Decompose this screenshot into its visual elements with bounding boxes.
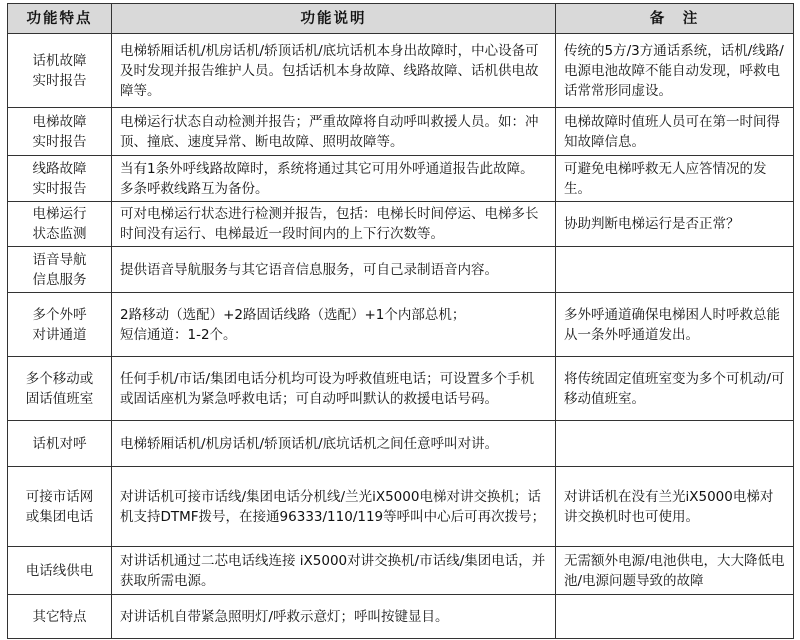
- note-cell: 对讲话机在没有兰光iX5000电梯对讲交换机时也可使用。: [556, 467, 794, 547]
- note-cell: 电梯故障时值班人员可在第一时间得知故障信息。: [556, 108, 794, 156]
- description-cell: 对讲话机通过二芯电话线连接 iX5000对讲交换机/市话线/集团电话，并获取所需电源。: [112, 547, 556, 595]
- description-cell: 可对电梯运行状态进行检测并报告，包括：电梯长时间停运、电梯多长时间没有运行、电梯最近一段时间内的上下行次数等。: [112, 202, 556, 247]
- table-row: [8, 467, 794, 547]
- description-cell: 当有1条外呼线路故障时，系统将通过其它可用外呼通道报告此故障。多条呼救线路互为备份。: [112, 156, 556, 202]
- feature-spec-table: [7, 3, 794, 639]
- header-feature: 功能特点: [8, 4, 112, 34]
- feature-cell: 其它特点: [8, 595, 112, 639]
- table-row: [8, 357, 794, 421]
- header-note: 备 注: [556, 4, 794, 34]
- description-cell: 提供语音导航服务与其它语音信息服务，可自己录制语音内容。: [112, 247, 556, 293]
- feature-cell: 电梯运行 状态监测: [8, 202, 112, 247]
- header-description: 功能说明: [112, 4, 556, 34]
- table-header-row: [8, 4, 794, 34]
- table-row: [8, 293, 794, 357]
- table-row: [8, 595, 794, 639]
- feature-cell: 线路故障 实时报告: [8, 156, 112, 202]
- table-row: [8, 421, 794, 467]
- table-row: [8, 108, 794, 156]
- note-cell: 协助判断电梯运行是否正常？: [556, 202, 794, 247]
- note-cell: [556, 247, 794, 293]
- description-cell: 任何手机/市话/集团电话分机均可设为呼救值班电话；可设置多个手机或固话座机为紧急呼救电话；可自动呼叫默认的救援电话号码。: [112, 357, 556, 421]
- description-cell: 对讲话机自带紧急照明灯/呼救示意灯；呼叫按键显目。: [112, 595, 556, 639]
- description-cell: 对讲话机可接市话线/集团电话分机线/兰光iX5000电梯对讲交换机；话机支持DTMF拨号，在接通96333/110/119等呼叫中心后可再次拨号；: [112, 467, 556, 547]
- feature-cell: 多个移动或 固话值班室: [8, 357, 112, 421]
- note-cell: [556, 421, 794, 467]
- note-cell: 无需额外电源/电池供电，大大降低电池/电源问题导致的故障: [556, 547, 794, 595]
- description-cell: 2路移动（选配）+2路固话线路（选配）+1个内部总机； 短信通道：1-2个。: [112, 293, 556, 357]
- description-cell: 电梯运行状态自动检测并报告；严重故障将自动呼叫救援人员。如：冲顶、撞底、速度异常、断电故障、照明故障等。: [112, 108, 556, 156]
- table-row: [8, 156, 794, 202]
- table-row: [8, 247, 794, 293]
- feature-cell: 多个外呼 对讲通道: [8, 293, 112, 357]
- note-cell: 多外呼通道确保电梯困人时呼救总能从一条外呼通道发出。: [556, 293, 794, 357]
- feature-cell: 话机对呼: [8, 421, 112, 467]
- feature-cell: 电梯故障 实时报告: [8, 108, 112, 156]
- feature-cell: 话机故障 实时报告: [8, 34, 112, 108]
- note-cell: [556, 595, 794, 639]
- table-row: [8, 202, 794, 247]
- table-row: [8, 547, 794, 595]
- feature-cell: 可接市话网 或集团电话: [8, 467, 112, 547]
- note-cell: 可避免电梯呼救无人应答情况的发生。: [556, 156, 794, 202]
- note-cell: 将传统固定值班室变为多个可机动/可移动值班室。: [556, 357, 794, 421]
- description-cell: 电梯轿厢话机/机房话机/轿顶话机/底坑话机之间任意呼叫对讲。: [112, 421, 556, 467]
- note-cell: 传统的5方/3方通话系统，话机/线路/电源电池故障不能自动发现，呼救电话常常形同虚设。: [556, 34, 794, 108]
- feature-cell: 语音导航 信息服务: [8, 247, 112, 293]
- description-cell: 电梯轿厢话机/机房话机/轿顶话机/底坑话机本身出故障时，中心设备可及时发现并报告维护人员。包括话机本身故障、线路故障、话机供电故障等。: [112, 34, 556, 108]
- feature-cell: 电话线供电: [8, 547, 112, 595]
- table-row: [8, 34, 794, 108]
